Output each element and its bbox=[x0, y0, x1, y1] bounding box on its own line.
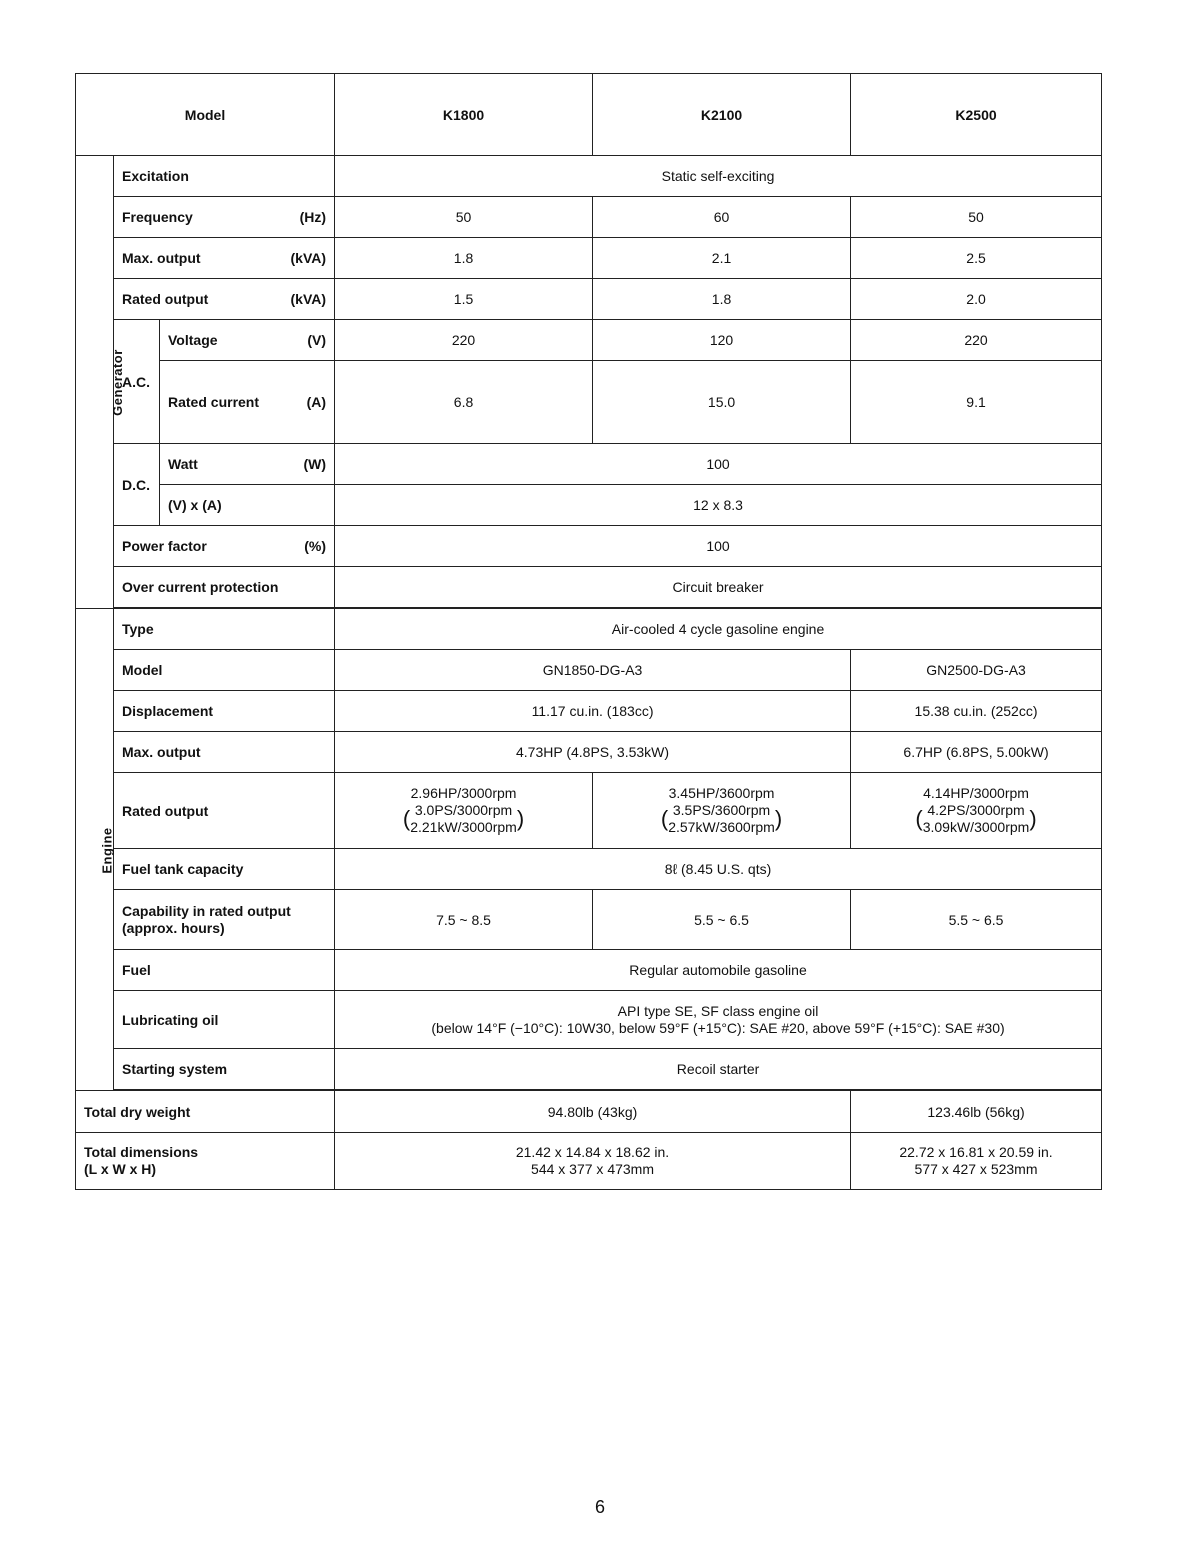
table-row bbox=[76, 526, 1102, 567]
dimensions-label: Total dimensions (L x W x H) bbox=[76, 1133, 335, 1190]
rated-current-k2100: 15.0 bbox=[593, 361, 851, 444]
header-model-k2500: K2500 bbox=[851, 74, 1102, 156]
rated-current-k1800: 6.8 bbox=[335, 361, 593, 444]
table-row bbox=[76, 361, 1102, 444]
table-row bbox=[76, 890, 1102, 950]
fuel-label: Fuel bbox=[114, 950, 335, 991]
engine-rated-output-k2100: 3.45HP/3600rpm ( 3.5PS/3600rpm 2.57kW/3600rpm ) bbox=[593, 773, 851, 849]
table-row bbox=[76, 567, 1102, 608]
gen-rated-output-k2100: 1.8 bbox=[593, 279, 851, 320]
table-row bbox=[76, 609, 1102, 650]
rated-current-label: Rated current (A) bbox=[160, 361, 335, 444]
voltage-k2500: 220 bbox=[851, 320, 1102, 361]
table-row bbox=[76, 1091, 1102, 1133]
table-row bbox=[76, 849, 1102, 890]
engine-model-label: Model bbox=[114, 650, 335, 691]
table-row bbox=[76, 485, 1102, 526]
va-value: 12 x 8.3 bbox=[335, 485, 1102, 526]
watt-label: Watt (W) bbox=[160, 444, 335, 485]
voltage-k1800: 220 bbox=[335, 320, 593, 361]
page-number: 6 bbox=[594, 1497, 605, 1517]
power-factor-value: 100 bbox=[335, 526, 1102, 567]
engine-rated-output-k2500: 4.14HP/3000rpm ( 4.2PS/3000rpm 3.09kW/3000rpm ) bbox=[851, 773, 1102, 849]
table-row bbox=[76, 773, 1102, 849]
fuel-tank-label: Fuel tank capacity bbox=[114, 849, 335, 890]
voltage-label: Voltage (V) bbox=[160, 320, 335, 361]
table-row bbox=[76, 1133, 1102, 1190]
fuel-value: Regular automobile gasoline bbox=[335, 950, 1102, 991]
table-row bbox=[76, 320, 1102, 361]
va-label: (V) x (A) bbox=[160, 485, 335, 526]
capability-k2100: 5.5 ~ 6.5 bbox=[593, 890, 851, 950]
capability-k2500: 5.5 ~ 6.5 bbox=[851, 890, 1102, 950]
lube-value: API type SE, SF class engine oil (below 14°F (−10°C): 10W30, below 59°F (+15°C): SAE #20, above 59°F (+15°C): SAE #30) bbox=[335, 991, 1102, 1049]
lube-label: Lubricating oil bbox=[114, 991, 335, 1049]
engine-model-k1800-k2100: GN1850-DG-A3 bbox=[335, 650, 851, 691]
table-row bbox=[76, 691, 1102, 732]
gen-rated-output-k2500: 2.0 bbox=[851, 279, 1102, 320]
weight-k2500: 123.46lb (56kg) bbox=[851, 1091, 1102, 1133]
weight-k1800-k2100: 94.80lb (43kg) bbox=[335, 1091, 851, 1133]
dimensions-k2500: 22.72 x 16.81 x 20.59 in. 577 x 427 x 523mm bbox=[851, 1133, 1102, 1190]
specifications-table bbox=[75, 73, 1102, 1190]
table-row bbox=[76, 279, 1102, 320]
dimensions-k1800-k2100: 21.42 x 14.84 x 18.62 in. 544 x 377 x 473mm bbox=[335, 1133, 851, 1190]
dc-label: D.C. bbox=[114, 444, 160, 526]
starting-label: Starting system bbox=[114, 1049, 335, 1090]
table-row bbox=[76, 650, 1102, 691]
engine-rated-output-k1800: 2.96HP/3000rpm ( 3.0PS/3000rpm 2.21kW/3000rpm ) bbox=[335, 773, 593, 849]
table-row bbox=[76, 950, 1102, 991]
gen-max-output-k2100: 2.1 bbox=[593, 238, 851, 279]
engine-type-value: Air-cooled 4 cycle gasoline engine bbox=[335, 609, 1102, 650]
frequency-k1800: 50 bbox=[335, 197, 593, 238]
displacement-label: Displacement bbox=[114, 691, 335, 732]
capability-label: Capability in rated output (approx. hours) bbox=[114, 890, 335, 950]
engine-max-output-k2500: 6.7HP (6.8PS, 5.00kW) bbox=[851, 732, 1102, 773]
ac-label: A.C. bbox=[114, 320, 160, 444]
excitation-label: Excitation bbox=[114, 156, 335, 197]
power-factor-label: Power factor (%) bbox=[114, 526, 335, 567]
header-model-k2100: K2100 bbox=[593, 74, 851, 156]
frequency-k2500: 50 bbox=[851, 197, 1102, 238]
table-row bbox=[76, 1049, 1102, 1090]
table-row bbox=[76, 991, 1102, 1049]
engine-max-output-label: Max. output bbox=[114, 732, 335, 773]
engine-section-label: Engine bbox=[76, 609, 114, 1091]
gen-max-output-k1800: 1.8 bbox=[335, 238, 593, 279]
gen-rated-output-label: Rated output (kVA) bbox=[114, 279, 335, 320]
engine-model-k2500: GN2500-DG-A3 bbox=[851, 650, 1102, 691]
weight-label: Total dry weight bbox=[76, 1091, 335, 1133]
gen-max-output-k2500: 2.5 bbox=[851, 238, 1102, 279]
over-current-value: Circuit breaker bbox=[335, 567, 1102, 608]
rated-current-k2500: 9.1 bbox=[851, 361, 1102, 444]
excitation-value: Static self-exciting bbox=[335, 156, 1102, 197]
engine-type-label: Type bbox=[114, 609, 335, 650]
table-row bbox=[76, 238, 1102, 279]
gen-max-output-label: Max. output (kVA) bbox=[114, 238, 335, 279]
engine-max-output-k1800-k2100: 4.73HP (4.8PS, 3.53kW) bbox=[335, 732, 851, 773]
engine-rated-output-label: Rated output bbox=[114, 773, 335, 849]
frequency-k2100: 60 bbox=[593, 197, 851, 238]
displacement-k2500: 15.38 cu.in. (252cc) bbox=[851, 691, 1102, 732]
table-row bbox=[76, 156, 1102, 197]
table-row bbox=[76, 444, 1102, 485]
frequency-label: Frequency (Hz) bbox=[114, 197, 335, 238]
displacement-k1800-k2100: 11.17 cu.in. (183cc) bbox=[335, 691, 851, 732]
table-row bbox=[76, 732, 1102, 773]
header-model-label: Model bbox=[76, 74, 335, 156]
over-current-label: Over current protection bbox=[114, 567, 335, 608]
fuel-tank-value: 8ℓ (8.45 U.S. qts) bbox=[335, 849, 1102, 890]
table-row bbox=[76, 197, 1102, 238]
header-model-k1800: K1800 bbox=[335, 74, 593, 156]
watt-value: 100 bbox=[335, 444, 1102, 485]
starting-value: Recoil starter bbox=[335, 1049, 1102, 1090]
voltage-k2100: 120 bbox=[593, 320, 851, 361]
header-row bbox=[76, 74, 1102, 156]
gen-rated-output-k1800: 1.5 bbox=[335, 279, 593, 320]
capability-k1800: 7.5 ~ 8.5 bbox=[335, 890, 593, 950]
generator-section-label: Generator bbox=[76, 156, 114, 609]
